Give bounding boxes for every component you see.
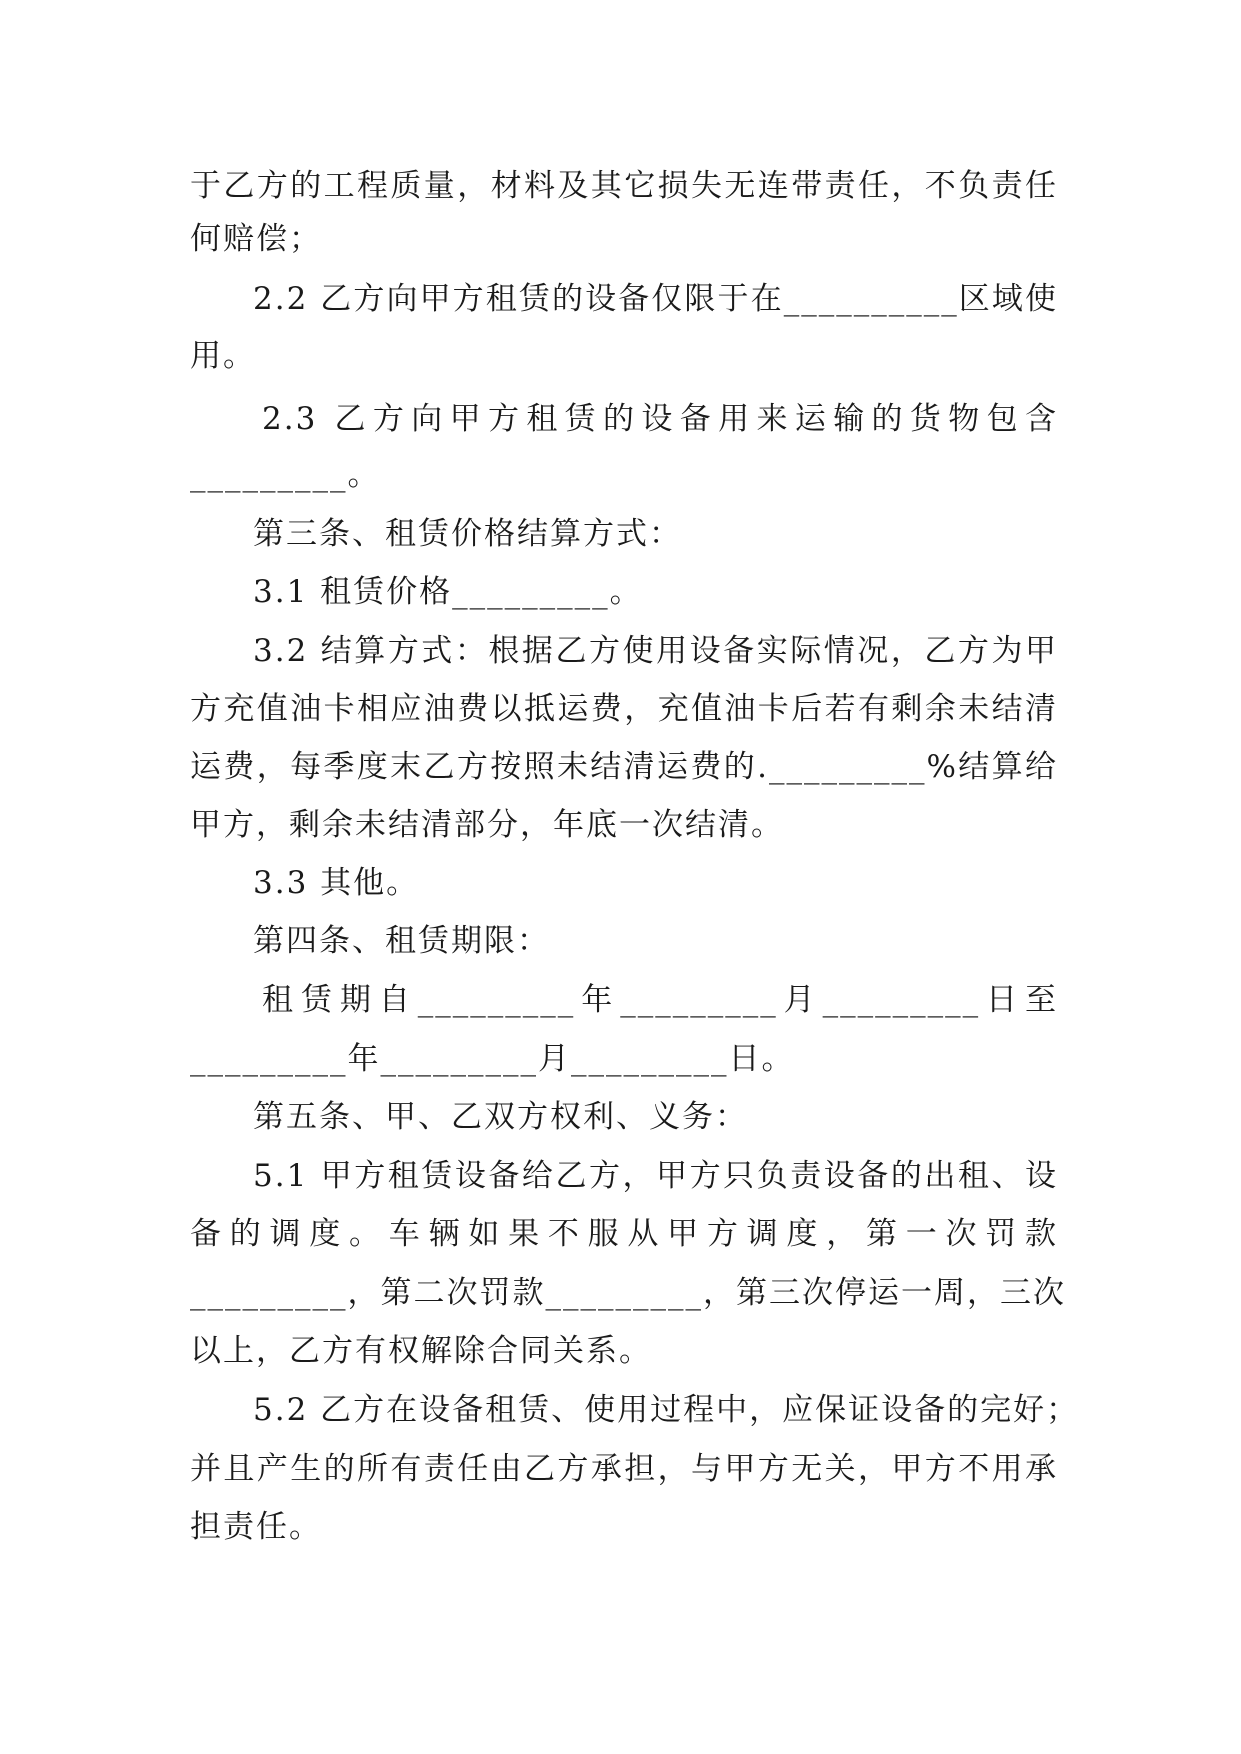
text-line: 何赔偿； <box>190 221 322 257</box>
text-line: 租赁期自_________年_________月_________日至 <box>262 982 1058 1018</box>
text-line: 3.2 结算方式：根据乙方使用设备实际情况，乙方为甲 <box>253 633 1058 669</box>
text-line: 2.3 乙方向甲方租赁的设备用来运输的货物包含 <box>262 401 1058 437</box>
text-line: 3.3 其他。 <box>253 865 420 901</box>
section-heading: 第五条、甲、乙双方权利、义务： <box>253 1099 748 1135</box>
text-line: 2.2 乙方向甲方租赁的设备仅限于在__________区域使 <box>253 281 1058 317</box>
text-line: 5.2 乙方在设备租赁、使用过程中，应保证设备的完好； <box>253 1392 1080 1428</box>
text-line: 于乙方的工程质量，材料及其它损失无连带责任，不负责任 <box>190 168 1058 204</box>
text-line: _________，第二次罚款_________，第三次停运一周，三次 <box>190 1275 1066 1311</box>
text-line: 并且产生的所有责任由乙方承担，与甲方无关，甲方不用承 <box>190 1451 1058 1487</box>
text-line: 5.1 甲方租赁设备给乙方，甲方只负责设备的出租、设 <box>253 1158 1058 1194</box>
text-line: 方充值油卡相应油费以抵运费，充值油卡后若有剩余未结清 <box>190 691 1058 727</box>
text-line: 以上，乙方有权解除合同关系。 <box>190 1333 652 1369</box>
text-line: _________。 <box>190 457 381 493</box>
text-line: 运费，每季度末乙方按照未结清运费的._________%结算给 <box>190 749 1058 785</box>
text-line: 担责任。 <box>190 1509 322 1545</box>
text-line: 甲方，剩余未结清部分，年底一次结清。 <box>190 807 784 843</box>
text-line: 3.1 租赁价格_________。 <box>253 574 643 610</box>
section-heading: 第四条、租赁期限： <box>253 923 550 959</box>
text-line: 用。 <box>190 338 256 374</box>
section-heading: 第三条、租赁价格结算方式： <box>253 516 682 552</box>
text-line: _________年_________月_________日。 <box>190 1041 795 1077</box>
text-line: 备的调度。车辆如果不服从甲方调度，第一次罚款 <box>190 1216 1058 1252</box>
